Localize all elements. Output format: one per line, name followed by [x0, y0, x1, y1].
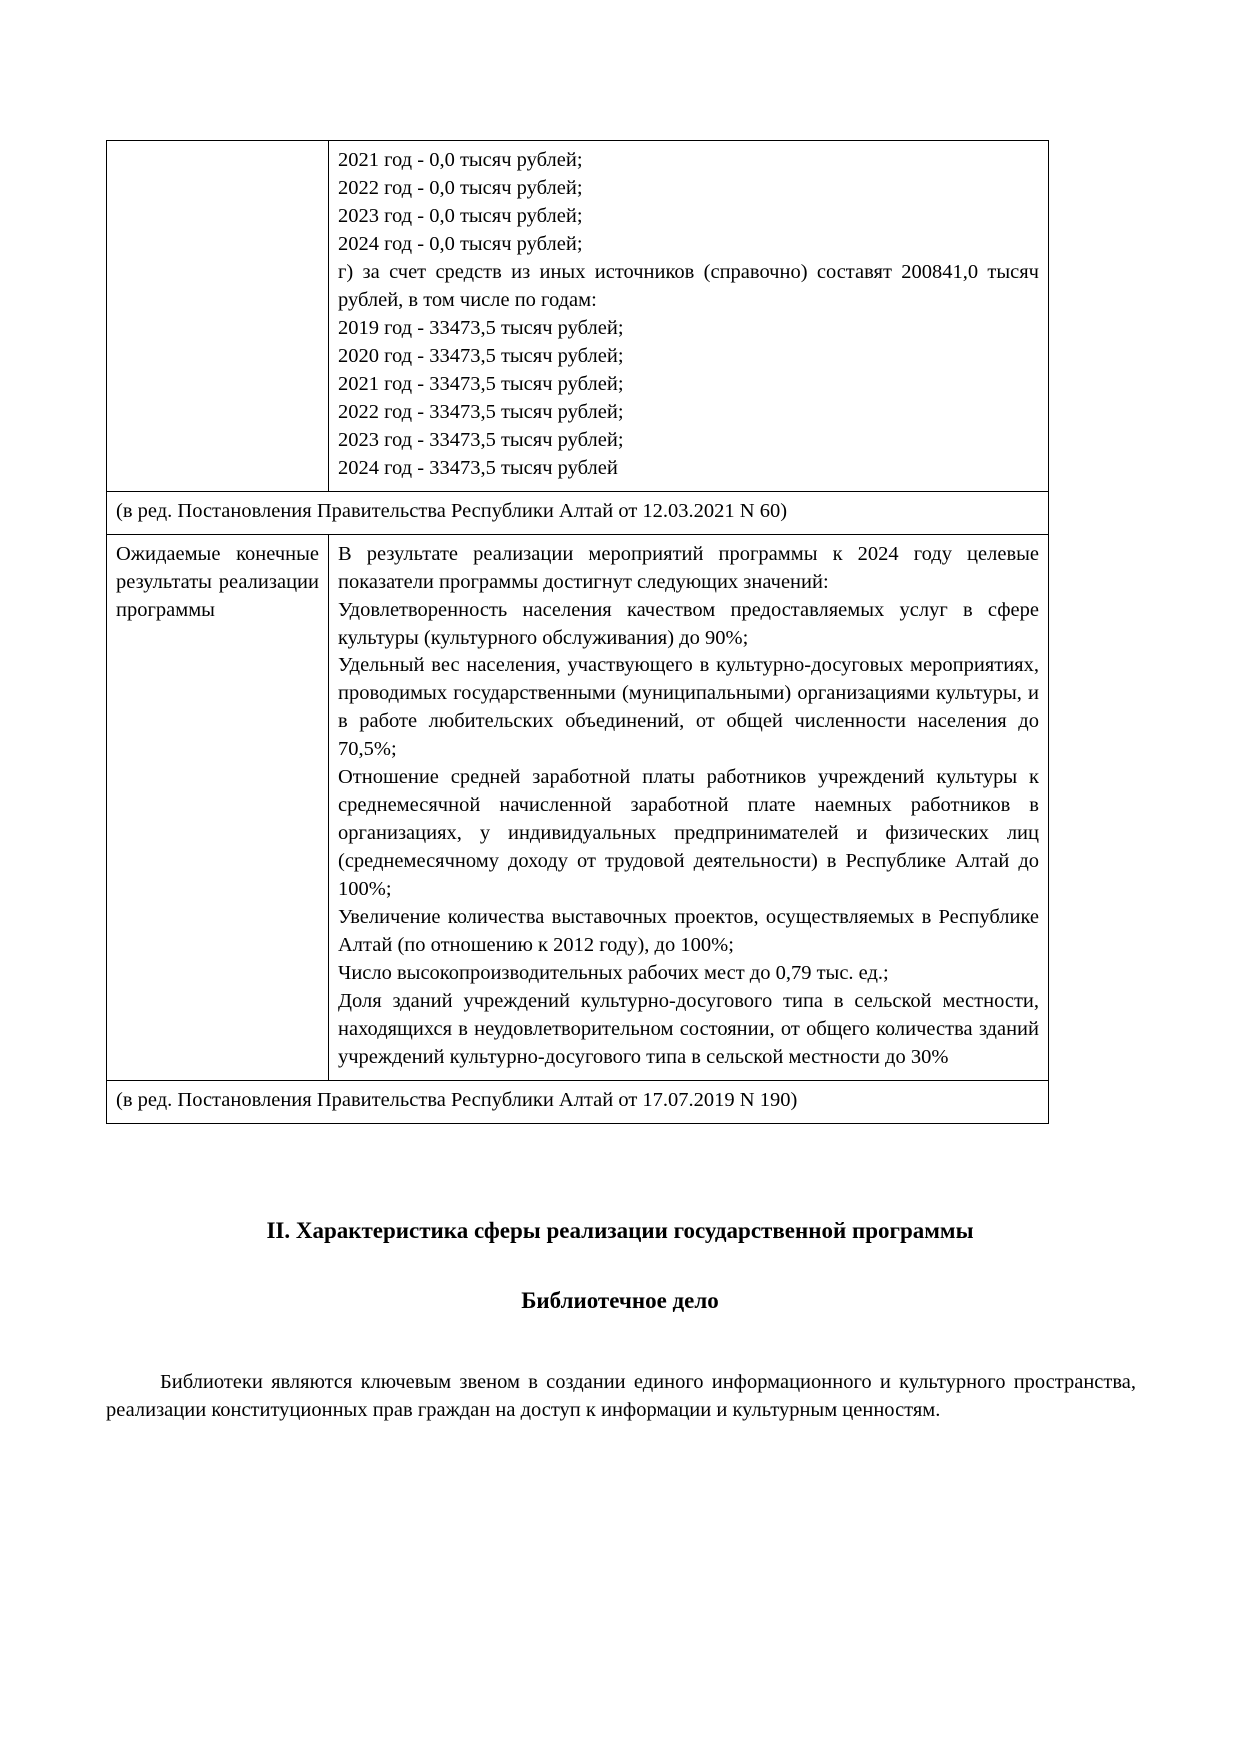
table-row	[107, 1081, 1049, 1124]
financing-line-2022-zero: 2022 год - 0,0 тысяч рублей;	[338, 176, 583, 199]
financing-line-2020-other: 2020 год - 33473,5 тысяч рублей;	[338, 344, 624, 367]
financing-line-2024-zero: 2024 год - 0,0 тысяч рублей;	[338, 232, 583, 255]
amendment-note-2019: (в ред. Постановления Правительства Республики Алтай от 17.07.2019 N 190)	[107, 1081, 1049, 1124]
intro-paragraph: Библиотеки являются ключевым звеном в создании единого информационного и культурного пространства, реализации конституционных прав граждан на доступ к информации и культурным ценностям.	[106, 1371, 1136, 1422]
financing-line-2021-zero: 2021 год - 0,0 тысяч рублей;	[338, 149, 583, 171]
financing-line-2023-zero: 2023 год - 0,0 тысяч рублей;	[338, 204, 583, 227]
result-intro: В результате реализации мероприятий программы к 2024 году целевые показатели программы достигнут следующих значений:	[338, 542, 1039, 593]
financing-other-sources: г) за счет средств из иных источников (справочно) составят 200841,0 тысяч рублей, в том числе по годам:	[338, 260, 1039, 311]
program-parameters-table	[106, 140, 1049, 1124]
table-row	[107, 534, 1049, 1080]
row-label-cell-financing	[107, 141, 329, 492]
table-body	[107, 141, 1049, 1124]
result-exhibition-projects: Увеличение количества выставочных проектов, осуществляемых в Республике Алтай (по отношению к 2012 году), до 100%;	[338, 906, 1039, 957]
section-headings	[106, 1215, 1134, 1314]
subsection-heading: Библиотечное дело	[521, 1288, 719, 1314]
row-label-cell-expected-results	[107, 534, 329, 1080]
financing-line-2019-other: 2019 год - 33473,5 тысяч рублей;	[338, 316, 624, 339]
row-body-cell-expected-results	[329, 534, 1049, 1080]
financing-line-2022-other: 2022 год - 33473,5 тысяч рублей;	[338, 400, 624, 423]
result-salary-ratio: Отношение средней заработной платы работников учреждений культуры к среднемесячной начисленной заработной плате наемных работников в организациях, у индивидуальных предпринимателей и физических лиц (среднемесячному доходу от трудовой деятельности) в Республике Алтай до 100%;	[338, 766, 1039, 901]
result-participation-share: Удельный вес населения, участвующего в культурно-досуговых мероприятиях, проводимых государственными (муниципальными) организациями культуры, и в работе любительских объединений, от общей численности населения до 70,5%;	[338, 654, 1039, 761]
result-satisfaction: Удовлетворенность населения качеством предоставляемых услуг в сфере культуры (культурного обслуживания) до 90%;	[338, 598, 1039, 649]
amendment-note-2021: (в ред. Постановления Правительства Республики Алтай от 12.03.2021 N 60)	[107, 491, 1049, 534]
table-row	[107, 491, 1049, 534]
section-heading: II. Характеристика сферы реализации государственной программы	[266, 1218, 974, 1243]
result-highperf-jobs: Число высокопроизводительных рабочих мест до 0,79 тыс. ед.;	[338, 962, 889, 985]
financing-line-2024-other: 2024 год - 33473,5 тысяч рублей	[338, 456, 618, 479]
financing-line-2021-other: 2021 год - 33473,5 тысяч рублей;	[338, 372, 624, 395]
financing-line-2023-other: 2023 год - 33473,5 тысяч рублей;	[338, 428, 624, 451]
row-body-cell-financing	[329, 141, 1049, 492]
result-rural-buildings: Доля зданий учреждений культурно-досугового типа в сельской местности, находящихся в неудовлетворительном состоянии, от общего количества зданий учреждений культурно-досугового типа в сельской местности до 30%	[338, 990, 1039, 1069]
table-row	[107, 141, 1049, 492]
row-label-expected-results: Ожидаемые конечные результаты реализации программы	[116, 542, 319, 621]
